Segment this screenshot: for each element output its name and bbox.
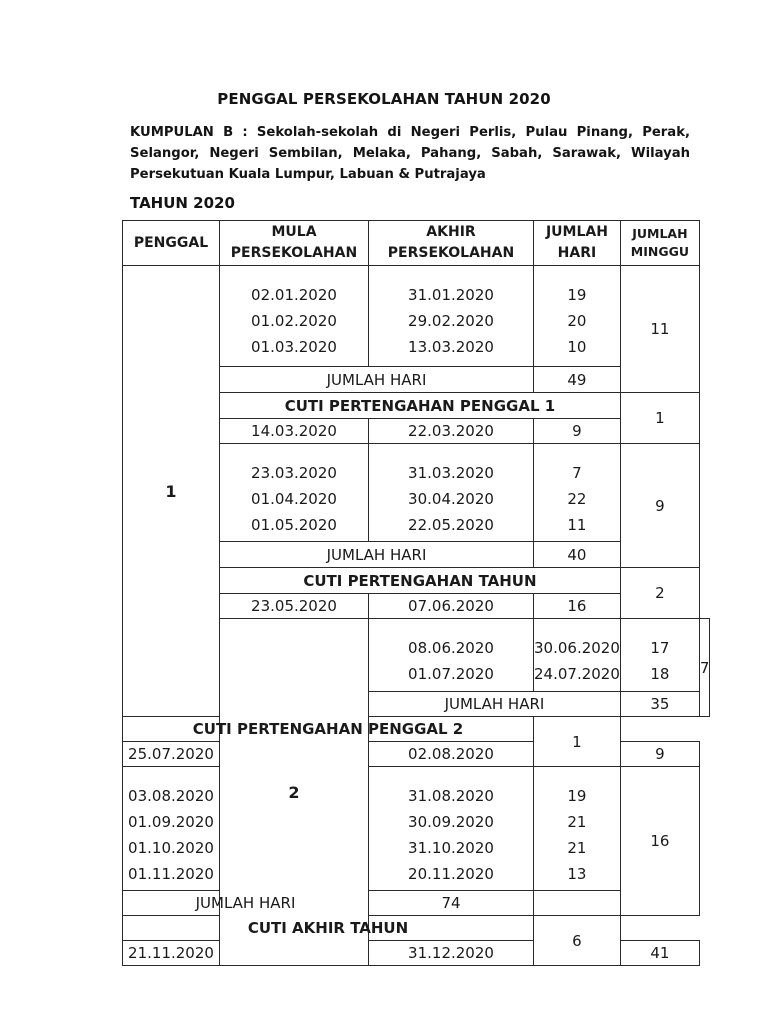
start-dates: [220, 266, 369, 367]
date-cell: 29.02.2020: [408, 312, 494, 330]
table-row: [123, 266, 710, 367]
day-counts: [534, 767, 621, 891]
day-count: 13: [567, 865, 587, 883]
total-days-label: JUMLAH HARI: [220, 367, 534, 393]
header-mula-line2: PERSEKOLAHAN: [230, 245, 358, 261]
date-cell: 01.09.2020: [128, 813, 214, 831]
date-cell: 31.03.2020: [408, 464, 494, 482]
start-dates: [123, 767, 220, 891]
end-dates: [534, 619, 621, 692]
date-cell: 25.07.2020: [123, 742, 220, 767]
date-cell: 30.06.2020: [534, 639, 620, 657]
week-count: 1: [620, 393, 699, 444]
date-cell: 31.08.2020: [408, 787, 494, 805]
table-row: [123, 742, 710, 767]
day-count: 11: [567, 516, 587, 534]
date-cell: 02.01.2020: [251, 286, 337, 304]
day-count: 19: [567, 286, 587, 304]
header-hari-line2: HARI: [557, 245, 597, 261]
day-count: 16: [534, 594, 621, 619]
date-cell: 31.10.2020: [408, 839, 494, 857]
table-header-row: [123, 221, 710, 266]
day-count: 18: [650, 665, 670, 683]
header-akhir-line2: PERSEKOLAHAN: [387, 245, 515, 261]
end-dates: [369, 266, 534, 367]
date-cell: 30.04.2020: [408, 490, 494, 508]
day-count: 21: [567, 839, 587, 857]
date-cell: 08.06.2020: [408, 639, 494, 657]
day-count: 21: [567, 813, 587, 831]
table-row: [123, 941, 710, 966]
day-counts: [620, 619, 699, 692]
date-cell: 23.05.2020: [220, 594, 369, 619]
end-dates: [369, 767, 534, 891]
group-description: KUMPULAN B : Sekolah-sekolah di Negeri Perlis, Pulau Pinang, Perak, Selangor, Negeri Sembilan, Melaka, Pahang, Sabah, Sarawak, Wilayah Persekutuan Kuala Lumpur, Labuan & Putrajaya: [130, 125, 690, 182]
header-akhir: [369, 221, 534, 266]
day-count: 17: [650, 639, 670, 657]
holiday-label: CUTI PERTENGAHAN TAHUN: [220, 568, 621, 594]
day-counts: [534, 266, 621, 367]
date-cell: 01.07.2020: [408, 665, 494, 683]
total-days-label: JUMLAH HARI: [369, 692, 621, 717]
total-days-value: 35: [620, 692, 699, 717]
week-count: 6: [534, 916, 621, 966]
date-cell: 01.02.2020: [251, 312, 337, 330]
header-jumlah-minggu: [620, 221, 699, 266]
year-heading: TAHUN 2020: [130, 194, 235, 212]
school-term-table: [122, 220, 710, 966]
week-count: 16: [620, 767, 699, 916]
date-cell: 07.06.2020: [369, 594, 534, 619]
day-count: 10: [567, 338, 587, 356]
week-count: 9: [620, 444, 699, 568]
end-dates: [369, 444, 534, 542]
header-akhir-line1: AKHIR: [426, 224, 476, 240]
holiday-label: CUTI PERTENGAHAN PENGGAL 2: [123, 717, 534, 742]
total-days-value: 49: [534, 367, 621, 393]
header-mula-line1: MULA: [271, 224, 317, 240]
day-count: 9: [534, 419, 621, 444]
holiday-label: CUTI PERTENGAHAN PENGGAL 1: [220, 393, 621, 419]
start-dates: [369, 619, 534, 692]
table-row: [123, 916, 710, 941]
date-cell: 23.03.2020: [251, 464, 337, 482]
header-minggu-line1: JUMLAH: [632, 226, 688, 241]
date-cell: 01.03.2020: [251, 338, 337, 356]
document-title: PENGGAL PERSEKOLAHAN TAHUN 2020: [217, 90, 551, 108]
table-row: [123, 767, 710, 891]
day-count: 22: [567, 490, 587, 508]
date-cell: 13.03.2020: [408, 338, 494, 356]
day-count: 41: [620, 941, 699, 966]
date-cell: 24.07.2020: [534, 665, 620, 683]
day-count: 20: [567, 312, 587, 330]
date-cell: 20.11.2020: [408, 865, 494, 883]
header-minggu-line2: MINGGU: [630, 244, 689, 259]
date-cell: 14.03.2020: [220, 419, 369, 444]
date-cell: 01.05.2020: [251, 516, 337, 534]
date-cell: 01.11.2020: [128, 865, 214, 883]
date-cell: 22.05.2020: [408, 516, 494, 534]
week-count: 7: [699, 619, 710, 717]
day-count: 7: [572, 464, 582, 482]
day-count: 9: [620, 742, 699, 767]
date-cell: 21.11.2020: [123, 941, 220, 966]
total-days-value: 40: [534, 542, 621, 568]
start-dates: [220, 444, 369, 542]
date-cell: 01.10.2020: [128, 839, 214, 857]
term-number-1: 1: [123, 266, 220, 717]
date-cell: 30.09.2020: [408, 813, 494, 831]
week-count: 2: [620, 568, 699, 619]
header-penggal: PENGGAL: [123, 221, 220, 266]
header-jumlah-hari: [534, 221, 621, 266]
date-cell: 01.04.2020: [251, 490, 337, 508]
total-days-value: 74: [369, 891, 534, 916]
term-number-2: 2: [220, 619, 369, 966]
week-count: 11: [620, 266, 699, 393]
holiday-label: CUTI AKHIR TAHUN: [123, 916, 534, 941]
day-counts: [534, 444, 621, 542]
date-cell: 02.08.2020: [369, 742, 534, 767]
date-cell: 03.08.2020: [128, 787, 214, 805]
day-count: 19: [567, 787, 587, 805]
table-row: [123, 717, 710, 742]
header-hari-line1: JUMLAH: [545, 224, 608, 240]
date-cell: 31.01.2020: [408, 286, 494, 304]
header-mula: [220, 221, 369, 266]
date-cell: 31.12.2020: [369, 941, 534, 966]
total-days-label: JUMLAH HARI: [220, 542, 534, 568]
total-days-label: JUMLAH HARI: [123, 891, 369, 916]
date-cell: 22.03.2020: [369, 419, 534, 444]
week-count: 1: [534, 717, 621, 767]
